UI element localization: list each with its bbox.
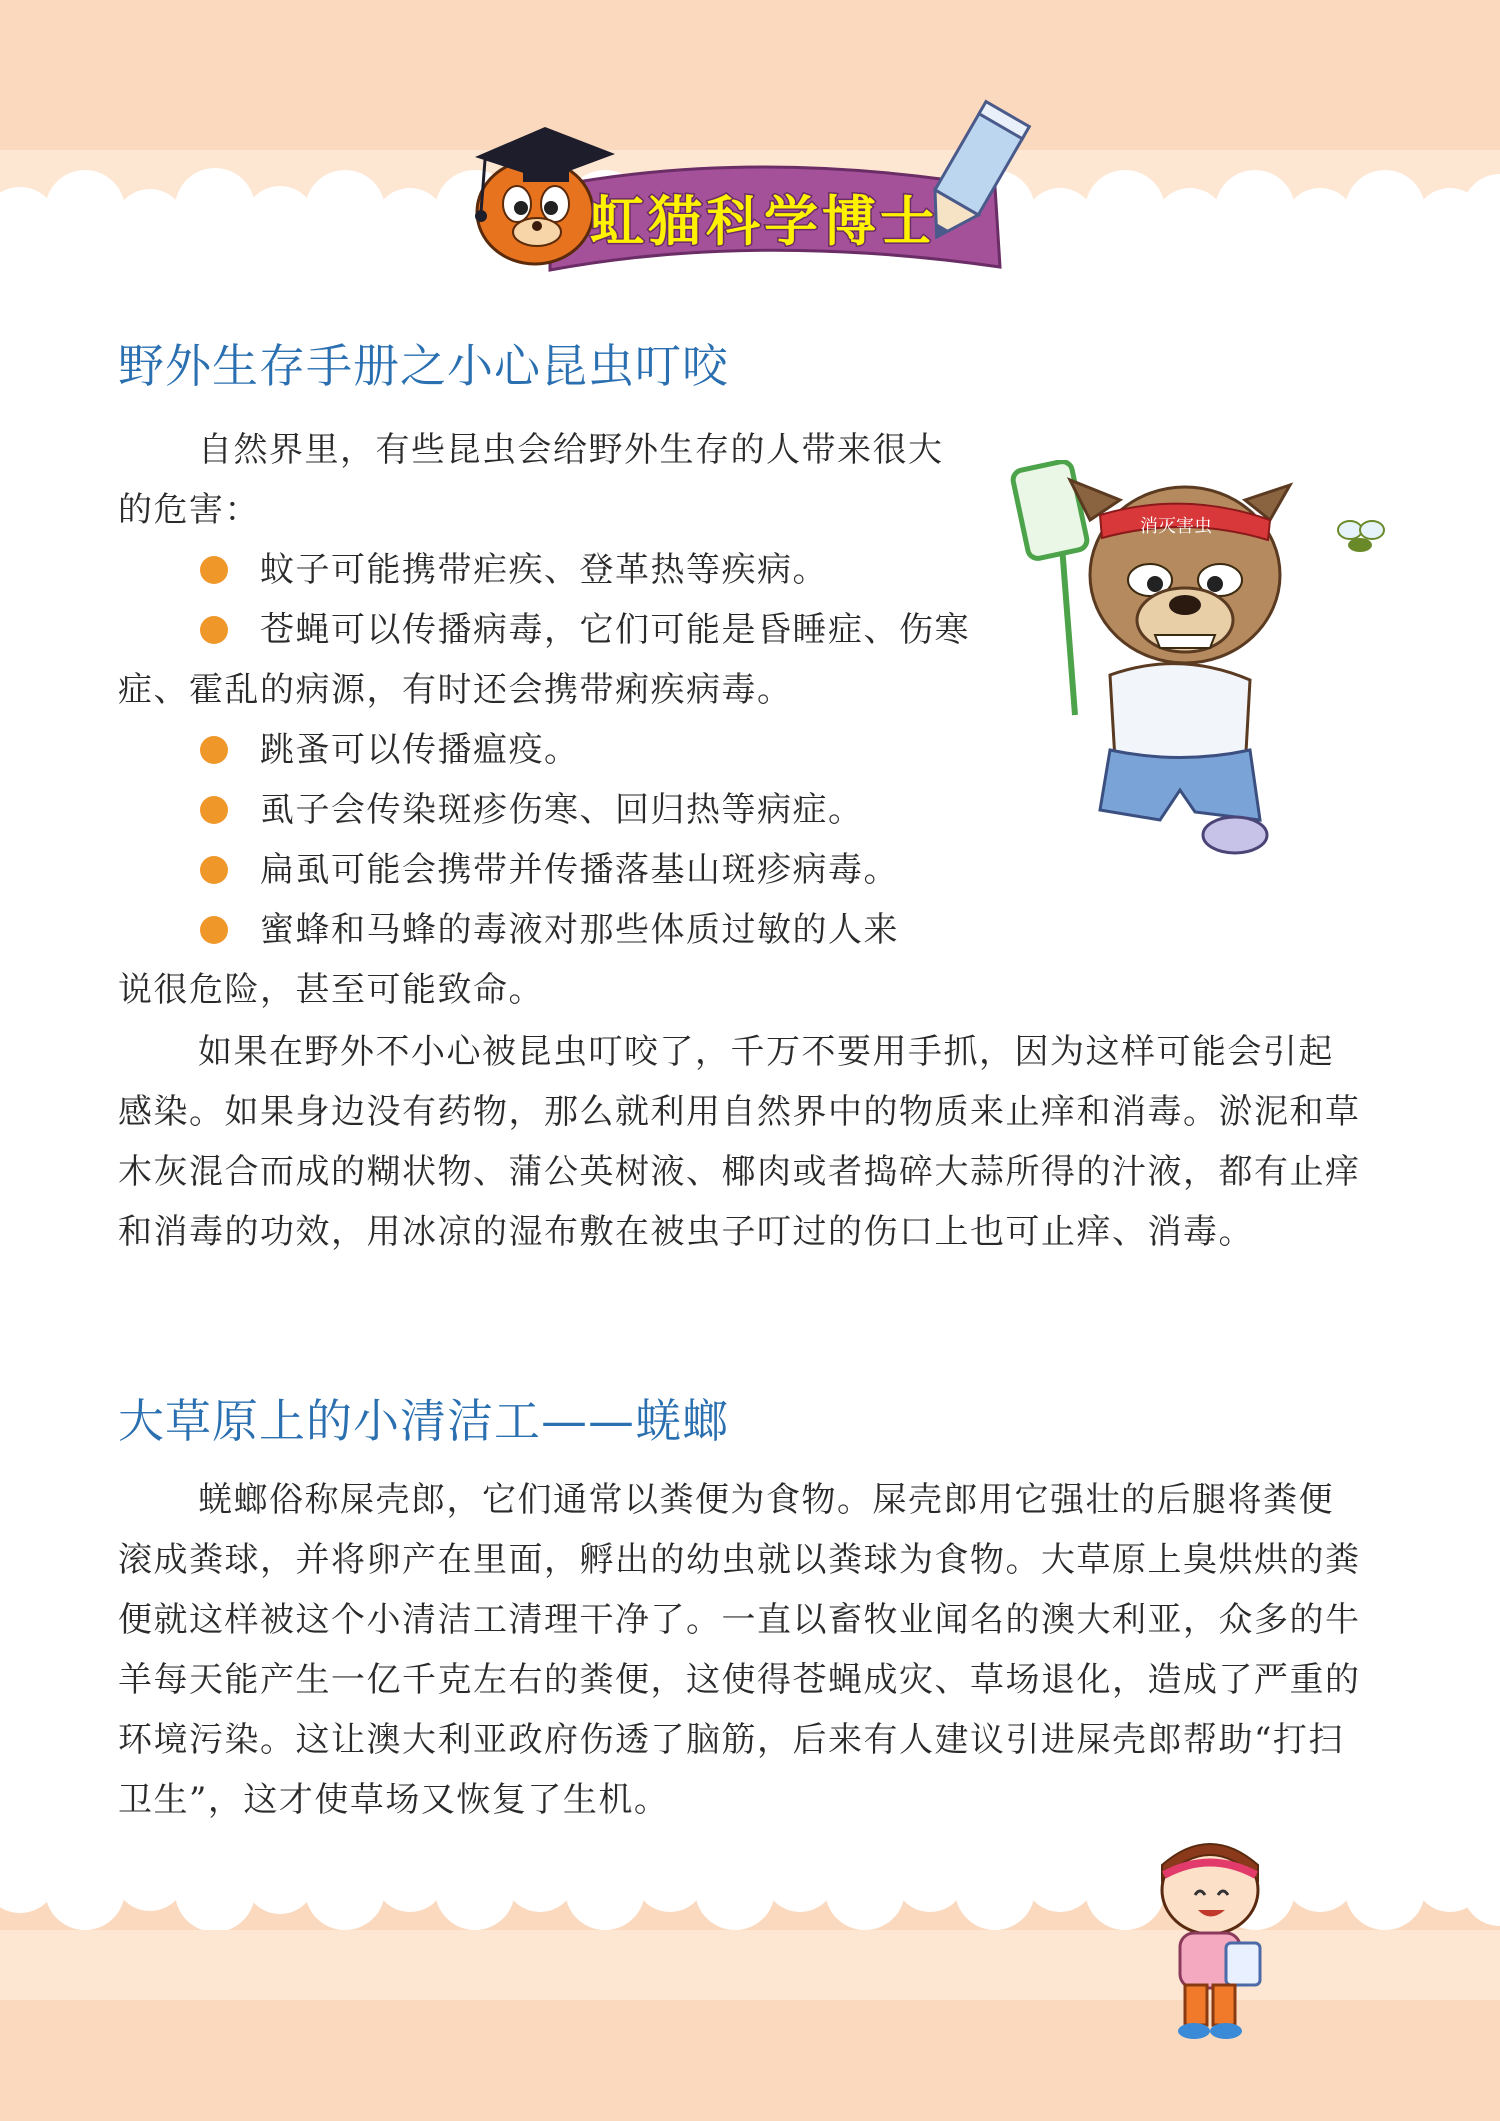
section2-title: 大草原上的小清洁工——蜣螂 [118,1394,729,1448]
list-item: 苍蝇可以传播病毒，它们可能是昏睡症、伤寒症、霍乱的病源，有时还会携带痢疾病毒。 [118,610,970,710]
bullet-dot-icon [200,736,228,764]
dog-mascot-illustration [1000,460,1400,860]
section1-body: 如果在野外不小心被昆虫叮咬了，千万不要用手抓，因为这样可能会引起感染。如果身边没有药物，那么就利用自然界中的物质来止痒和消毒。淤泥和草木灰混合而成的糊状物、蒲公英树液、椰肉或者捣碎大蒜所得的汁液，都有止痒和消毒的功效，用冰凉的湿布敷在被虫子叮过的伤口上也可止痒、消毒。 [118,1032,1361,1252]
insect-danger-list [118,540,998,1020]
section1-title: 野外生存手册之小心昆虫叮咬 [118,339,729,393]
bullet-dot-icon [200,916,228,944]
list-item: 扁虱可能会携带并传播落基山斑疹病毒。 [118,840,1020,900]
list-item: 跳蚤可以传播瘟疫。 [118,720,980,780]
list-item: 蜜蜂和马蜂的毒液对那些体质过敏的人来说很危险，甚至可能致命。 [118,910,899,1010]
header-badge [455,92,1095,282]
fly-swatter-icon [1011,460,1088,715]
section2-body: 蜣螂俗称屎壳郎，它们通常以粪便为食物。屎壳郎用它强壮的后腿将粪便滚成粪球，并将卵产在里面，孵出的幼虫就以粪球为食物。大草原上臭烘烘的粪便就这样被这个小清洁工清理干净了。一直以畜牧业闻名的澳大利亚，众多的牛羊每天能产生一亿千克左右的粪便，这使得苍蝇成灾、草场退化，造成了严重的环境污染。这让澳大利亚政府伤透了脑筋，后来有人建议引进屎壳郎帮助“打扫卫生”，这才使草场又恢复了生机。 [118,1480,1361,1820]
headband-text: 消灭害虫 [1140,516,1212,537]
bullet-dot-icon [200,856,228,884]
bullet-dot-icon [200,796,228,824]
badge-title: 虹猫科学博士 [590,190,938,253]
bullet-dot-icon [200,556,228,584]
list-item: 虱子会传染斑疹伤寒、回归热等病症。 [118,780,980,840]
list-item: 蚊子可能携带疟疾、登革热等疾病。 [118,540,980,600]
fly-icon [1338,521,1384,552]
bullet-dot-icon [200,616,228,644]
section1-intro: 自然界里，有些昆虫会给野外生存的人带来很大的危害： [118,430,944,530]
girl-mascot-illustration [1130,1835,1290,2045]
